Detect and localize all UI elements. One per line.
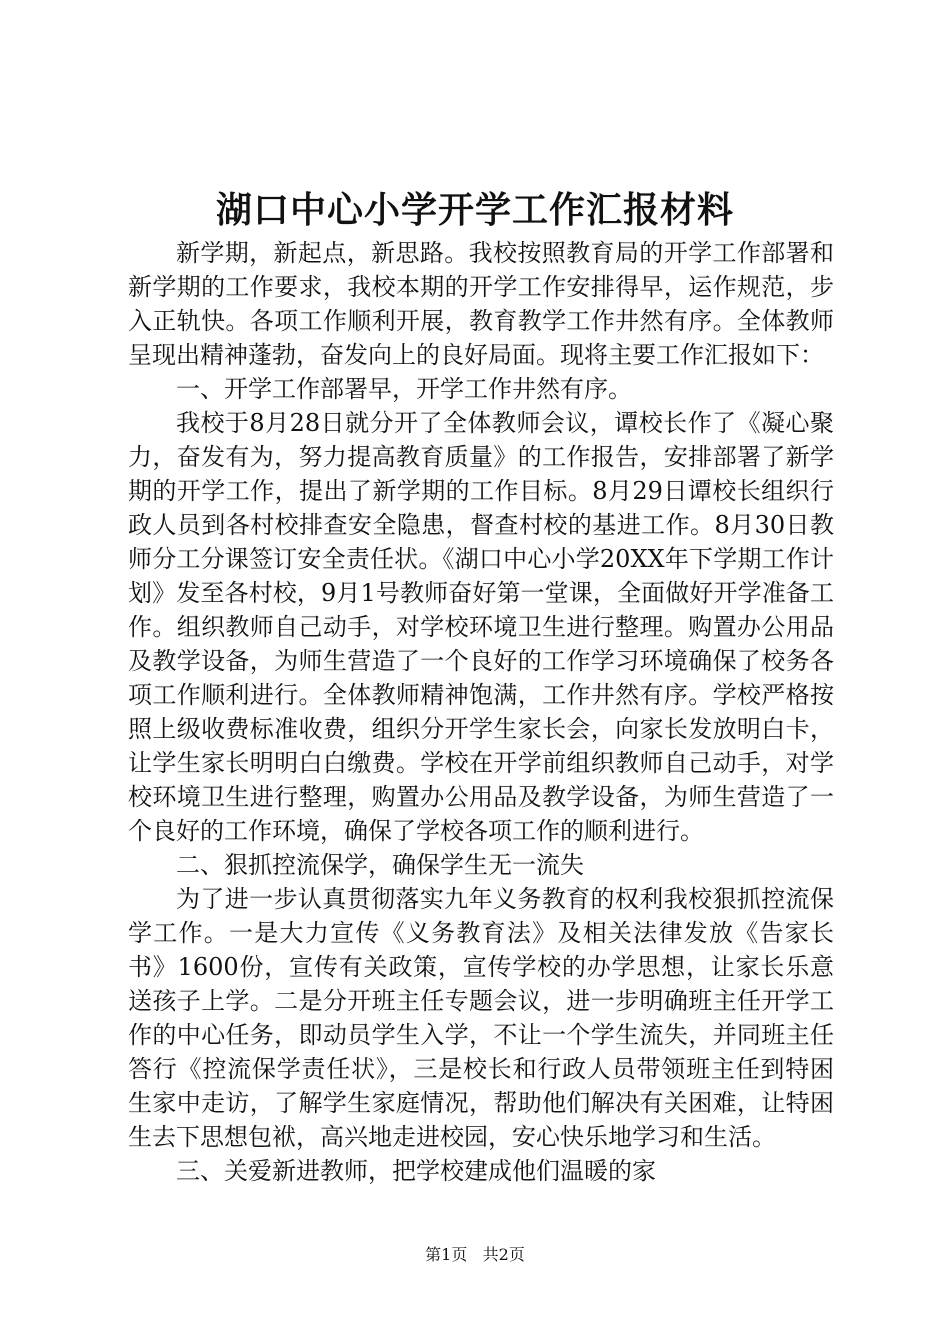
paragraph-section-2: 为了进一步认真贯彻落实九年义务教育的权利我校狠抓控流保学工作。一是大力宣传《义务教育法》及相关法律发放《告家长书》1600份，宣传有关政策，宣传学校的办学思想，让家长乐意送孩子上学。二是分开班主任专题会议，进一步明确班主任开学工作的中心任务，即动员学生入学，不让一个学生流失，并同班主任答行《控流保学责任状》，三是校长和行政人员带领班主任到特困生家中走访，了解学生家庭情况，帮助他们解决有关困难，让特困生去下思想包袱，高兴地走进校园，安心快乐地学习和生活。 [128,885,834,1151]
paragraph-section-1: 我校于8月28日就分开了全体教师会议，谭校长作了《凝心聚力，奋发有为，努力提高教育质量》的工作报告，安排部署了新学期的开学工作，提出了新学期的工作目标。8月29日谭校长组织行政人员到各村校排查安全隐患，督查村校的基进工作。8月30日教师分工分课签订安全责任状。《湖口中心小学20XX年下学期工作计划》发至各村校，9月1号教师奋好第一堂课，全面做好开学准备工作。组织教师自己动手，对学校环境卫生进行整理。购置办公用品及教学设备，为师生营造了一个良好的工作学习环境确保了校务各项工作顺利进行。全体教师精神饱满，工作井然有序。学校严格按照上级收费标准收费，组织分开学生家长会，向家长发放明白卡，让学生家长明明白白缴费。学校在开学前组织教师自己动手，对学校环境卫生进行整理，购置办公用品及教学设备，为师生营造了一个良好的工作环境，确保了学校各项工作的顺利进行。 [128,409,834,845]
section-heading-1: 一、开学工作部署早，开学工作井然有序。 [176,375,632,403]
section-heading-3: 三、关爱新进教师，把学校建成他们温暖的家 [176,1157,656,1185]
page-footer [0,1244,950,1266]
section-heading-2: 二、狠抓控流保学，确保学生无一流失 [176,851,584,879]
page-total: 共2页 [482,1245,525,1264]
page-number: 第1页 [425,1245,468,1264]
document-body [128,236,834,1188]
paragraph-intro: 新学期，新起点，新思路。我校按照教育局的开学工作部署和新学期的工作要求，我校本期的开学工作安排得早，运作规范，步入正轨快。各项工作顺利开展，教育教学工作井然有序。全体教师呈现出精神蓬勃，奋发向上的良好局面。现将主要工作汇报如下： [128,239,834,369]
footer-spacer [472,1245,477,1264]
document-title: 湖口中心小学开学工作汇报材料 [215,189,734,231]
